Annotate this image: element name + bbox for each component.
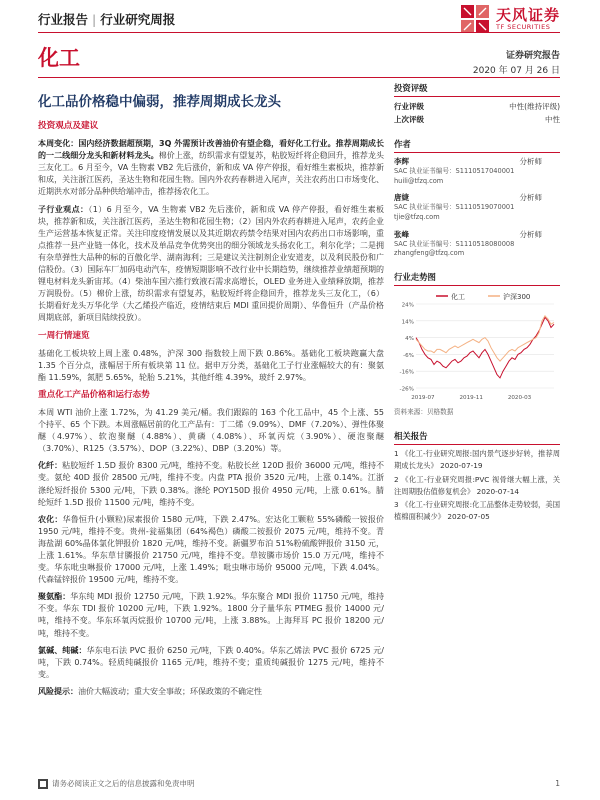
x-tick-label: 2019-11 [459, 395, 483, 402]
header-separator: | [92, 12, 97, 27]
chart-gridlines [416, 304, 554, 388]
analyst-email[interactable]: huili@tfzq.com [394, 176, 444, 185]
report-type: 证券研究报告 [505, 51, 560, 61]
section-heading-market: 一周行情速览 [38, 330, 90, 341]
related-reports-list [394, 448, 560, 523]
paragraph-polyurethane [38, 591, 384, 639]
paragraph-text: 棉价上涨，纺织需求有望复苏，粘胶短纤将企稳回升，推荐龙头三友化工。6 月至今，VA 生物素 VB2 先后涨价，新和成 VA 停产停报，看好维生素板块，推荐新和成，关注浙江医药，圣达生物和花园生物。国内外农药春耕进入尾声，关注农药出口市场变化、近期洪水对部分品种供给端冲击，推荐扬农化工。 [38, 151, 385, 197]
analyst-license: SAC 执业证书编号：S1110518080008 [394, 239, 515, 248]
rating-row [394, 100, 560, 113]
company-logo [460, 4, 560, 34]
previous-rating-value: 中性 [545, 115, 560, 124]
authors-heading: 作者 [394, 138, 560, 153]
logo-mark-icon [460, 4, 490, 34]
paragraph-bold-lead: 聚氨酯： [38, 592, 71, 602]
analyst-role: 分析师 [519, 157, 542, 166]
previous-rating-row [394, 113, 560, 126]
chart-legend [436, 292, 530, 301]
report-date: 2020 年 07 月 26 日 [472, 66, 560, 76]
header-breadcrumb [38, 10, 175, 28]
paragraph-agrochem [38, 514, 384, 587]
y-tick-label: -16% [399, 369, 414, 376]
page-footer [38, 778, 560, 789]
analyst-license: SAC 执业证书编号：S1110517040001 [394, 166, 515, 175]
related-report-link[interactable]: 3 《化工-行业研究周报:化工品整体走势较弱，美国植棉面积减少》 2020-07-05 [394, 500, 560, 522]
analyst-role: 分析师 [519, 229, 542, 239]
paragraph-bold-lead: 子行业观点： [38, 204, 89, 214]
industry-trend-chart [394, 290, 560, 404]
y-tick-label: -6% [403, 353, 414, 360]
rating-label: 行业评级 [394, 102, 424, 111]
legend-label: 沪深300 [503, 293, 531, 302]
paragraph-weekly-change [38, 138, 384, 198]
analyst-license: SAC 执业证书编号：S1110519070001 [394, 203, 515, 212]
related-report-link[interactable]: 2 《化工-行业研究周报:PVC 视骨继大幅上涨，关注周期股估值修复机会》 2020-07-14 [394, 474, 560, 496]
y-tick-label: -26% [399, 386, 414, 393]
paragraph-market: 基础化工板块较上周上涨 0.48%，沪深 300 指数较上周下跌 0.86%。基础化工板块跑赢大盘 1.35 个百分点，涨幅居于所有板块第 11 位。据申万分类，基础化工子行业涨幅较大的有：聚氨酯 11.59%，氮肥 5.65%，轮胎 5.21%，其他纤维 4.39%，玻纤 2.97%。 [38, 348, 384, 382]
series-line [416, 318, 554, 379]
y-tick-label: 14% [401, 319, 414, 326]
report-subcategory: 行业研究周报 [100, 12, 176, 27]
paragraph-bold-lead: 化纤： [38, 461, 63, 471]
analyst-card [394, 230, 560, 259]
legend-label: 化工 [451, 293, 465, 302]
paragraph-bold-lead: 农化： [38, 514, 63, 524]
analyst-card [394, 193, 560, 222]
chart-source: 资料来源：贝格数据 [394, 408, 454, 417]
analyst-name: 唐婕 [394, 193, 409, 203]
footer-disclaimer-text: 请务必阅读正文之后的信息披露和免责申明 [52, 779, 195, 788]
y-axis-ticks [400, 303, 414, 393]
paragraph-bold-lead: 氯碱、纯碱： [38, 645, 87, 655]
x-axis-ticks [411, 395, 531, 401]
analyst-role: 分析师 [519, 193, 542, 203]
paragraph-bold-lead: 本周变化：国内经济数据超预期，3Q 外需预计改善油价有望企稳，看好化工行业。推荐周期成长的一二线细分龙头和新材料龙头。 [38, 139, 384, 161]
main-content [38, 116, 384, 703]
report-category: 行业报告 [38, 12, 89, 27]
analyst-card [394, 157, 560, 186]
paragraph-subsector-views [38, 204, 384, 325]
paragraph-risk [38, 686, 384, 698]
paragraph-chloralkali [38, 645, 384, 681]
paragraph-fiber [38, 460, 384, 508]
rating-value: 中性(维持评级) [509, 102, 560, 111]
section-heading-views: 投资观点及建议 [38, 121, 99, 131]
x-tick-label: 2019-07 [411, 395, 435, 402]
related-reports-heading: 相关报告 [394, 430, 560, 445]
footer-disclaimer [38, 778, 195, 789]
rating-heading: 投资评级 [394, 82, 560, 97]
paragraph-bold-lead: 风险提示： [38, 686, 78, 696]
paragraph-text: 粘胶短纤 1.5D 报价 8300 元/吨，维持不变。粘胶长丝 120D 报价 36000 元/吨，维持不变。氨纶 40D 报价 28500 元/吨，维持不变。内盘 PTA 报价 3520 元/吨，上涨 0.14%。江浙涤纶短纤报价 5300 元/吨，下跌 0.38%。涤纶 POY150D 报价 4950 元/吨，上涨 0.61%。腈纶短纤 1.5D 报价 11500 元/吨，维持不变。 [38, 461, 384, 507]
previous-rating-label: 上次评级 [394, 115, 424, 124]
analyst-name: 李辉 [394, 157, 409, 166]
y-tick-label: 4% [405, 336, 414, 343]
trend-heading: 行业走势图 [394, 271, 560, 286]
page-number: 1 [555, 779, 560, 788]
paragraph-prices-overview: 本周 WTI 油价上涨 1.72%，为 41.29 美元/桶。我们跟踪的 163 个化工品中，45 个上涨、55 个持平、65 个下跌。本周涨幅居前的化工产品有：丁二烯（9.09%）、DMF（7.20%）、弹性体聚醚（4.97%）、软泡聚醚（4.88%）、黄磷（4.08%）、环氧丙烷（3.90%）、硬泡聚醚（3.70%）、R125（3.57%）、DOP（3.22%）、DBP（3.20%）等。 [38, 407, 384, 454]
paragraph-text: （1）6 月至今，VA 生物素 VB2 先后涨价，新和成 VA 停产停报，看好维生素板块，推荐新和成，关注浙江医药，圣达生物和花园生物；（2）国内外农药春耕进入尾声，农药企业生产运营基本恢复正常。关注印度疫情发展以及其近期农药禁令结果对国内农药出口市场影响，重点推荐一县产业链一体化，技术及单品竞争优势突出的细分领域龙头扬农化工，利尔化学；二是拥有杂草弹性大品种的标的百傲化学、湖南海利；三是建议关注制剂企业安道麦，以及利民股份和广信股份。（3）国际车厂加码电动汽车，疫情短期影响不改行业中长期趋势，继续推荐业绩超预期的锂电材料龙头新宙邦。（4）柴油车国六推行致液石需求高增长，OLED 业务进入业绩释放期，推荐万润股份。（5）棉价上涨，纺织需求有望复苏，粘胶短纤将企稳回升，推荐龙头三友化工，（6）长期看好龙头万华化学（大乙烯投产临近，疫情结束后 MDI 重回提价周期）、华鲁恒升（产品价格周期底部，新项目陆续投放）。 [38, 204, 385, 323]
x-tick-label: 2020-03 [507, 395, 532, 402]
paragraph-text: 华东纯 MDI 报价 12750 元/吨，下跌 1.92%。华东聚合 MDI 报价 11750 元/吨，维持不变。华东 TDI 报价 10200 元/吨，下跌 1.92%。1800 分子量华东 PTMEG 报价 14000 元/吨，维持不变。华东环氧丙烷报价 10700 元/吨，上涨 3.88%。上海拜耳 PC 报价 18200 元/吨，维持不变。 [38, 592, 384, 638]
paragraph-text: 华鲁恒升(小颗粒)尿素报价 1580 元/吨，下跌 2.47%。宏达化工颗粒 55%磷酸一铵报价 1950 元/吨，维持不变。贵州-瓮福集团（64%褐色）磷酸二铵报价 2075 元/吨，维持不变。青海盐湖 60%晶体氯化钾报价 1820 元/吨，维持不变。新疆罗布泊 51%粉硫酸钾报价 3150 元，上涨 1.61%。华东草甘膦报价 21750 元/吨，维持不变。草铵膦市场价 15.0 万元/吨，维持不变。华东吡虫啉报价 17000 元/吨，上涨 1.49%；吡虫啉市场价 95000 元/吨，下跌 4.04%。代森锰锌报价 19500 元/吨，维持不变。 [38, 514, 385, 585]
header-divider [38, 32, 560, 33]
paragraph-text: 油价大幅波动；重大安全事故；环保政策的不确定性 [78, 686, 262, 696]
sidebar [394, 76, 560, 525]
chart-series-lines [416, 316, 554, 378]
logo-text-cn: 天风证券 [495, 6, 560, 24]
trend-chart-svg [394, 290, 560, 402]
analyst-email[interactable]: zhangfeng@tfzq.com [394, 249, 465, 258]
logo-text-en: TF SECURITIES [495, 23, 551, 31]
related-report-link[interactable]: 1 《化工-行业研究周报:国内景气逐步好转，推荐周期成长龙头》 2020-07-19 [394, 449, 560, 470]
section-heading-prices: 重点化工产品价格和运行态势 [38, 389, 150, 400]
report-title: 化工品价格稳中偏弱，推荐周期成长龙头 [38, 94, 281, 110]
analyst-name: 张峰 [394, 229, 409, 239]
sector-title: 化工 [38, 46, 80, 70]
paragraph-text: 华东电石法 PVC 报价 6250 元/吨，下跌 0.40%。华东乙烯法 PVC 报价 6725 元/吨，下跌 0.74%。轻质纯碱报价 1165 元/吨，维持不变；重质纯碱报价 1275 元/吨，维持不变。 [38, 645, 384, 679]
qr-code-icon [38, 779, 48, 789]
y-tick-label: 24% [401, 302, 414, 309]
analyst-email[interactable]: tjie@tfzq.com [394, 212, 440, 221]
